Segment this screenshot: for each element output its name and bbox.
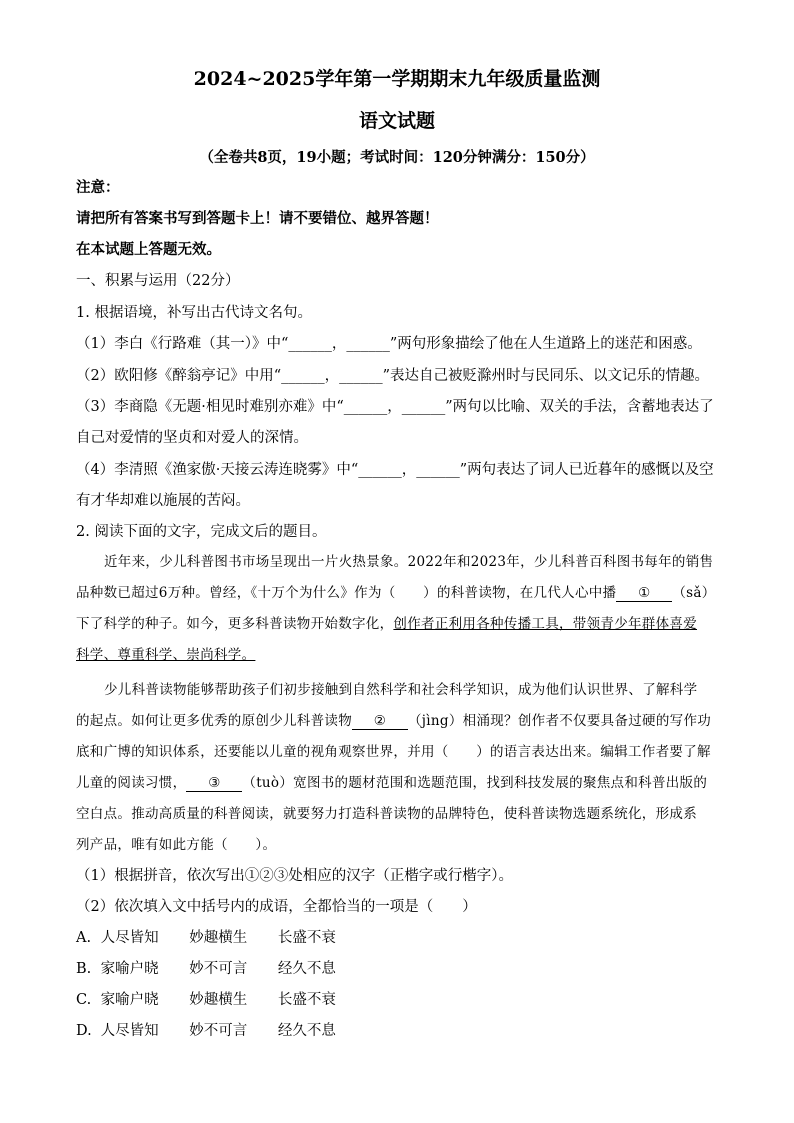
exam-title: 2024~2025学年第一学期期末九年级质量监测	[193, 68, 601, 90]
passage-text: 品种数已超过6万种。曾经，《十万个为什么》作为（ ）的科普读物，在几代人心中播	[76, 585, 617, 601]
section-1-heading: 一、积累与运用（22分）	[76, 273, 240, 289]
option-c	[76, 990, 726, 1010]
option-idiom: 长盛不衰	[277, 930, 336, 946]
q2-sub-1: （1）根据拼音，依次写出①②③处相应的汉字（正楷字或行楷字）。	[76, 868, 513, 884]
option-label: B.	[76, 961, 92, 977]
passage-p1-line-4	[76, 645, 720, 665]
passage-text: （jìng）相涌现？创作者不仅要具备过硬的写作功	[408, 713, 712, 729]
option-idiom: 人尽皆知	[100, 930, 159, 946]
option-label: A.	[76, 930, 92, 946]
passage-text: 的起点。如何让更多优秀的原创少儿科普读物	[76, 713, 352, 729]
q1-item-3a: （3）李商隐《无题·相见时难别亦难》中“______，______”两句以比喻、双关的手法，含蓄地表达了	[76, 399, 714, 415]
option-a	[76, 928, 726, 948]
option-idiom: 妙趣横生	[189, 992, 248, 1008]
option-label: C.	[76, 992, 92, 1008]
option-idiom: 人尽皆知	[100, 1023, 159, 1039]
pinyin-sa: （sǎ）	[672, 585, 716, 601]
passage-p2-line-2	[76, 711, 720, 731]
exam-subject: 语文试题	[358, 110, 435, 132]
option-idiom: 家喻户晓	[100, 992, 159, 1008]
option-idiom: 妙不可言	[189, 961, 248, 977]
notice-line-2: 在本试题上答题无效。	[76, 241, 221, 258]
option-idiom: 妙趣横生	[189, 930, 248, 946]
option-idiom: 家喻户晓	[100, 961, 159, 977]
notice-label: 注意：	[76, 179, 120, 196]
passage-p2-line-5: 空白点。推动高质量的科普阅读，就要努力打造科普读物的品牌特色，使科普读物选题系统化，形成系	[76, 806, 697, 822]
q2-sub-2: （2）依次填入文中括号内的成语，全都恰当的一项是（ ）	[76, 899, 477, 915]
option-idiom: 经久不息	[277, 1023, 336, 1039]
q1-item-4b: 有才华却难以施展的苦闷。	[76, 493, 250, 509]
q1-stem: 1. 根据语境，补写出古代诗文名句。	[76, 305, 312, 321]
exam-info: （全卷共8页，19小题；考试时间：120分钟满分：150分）	[199, 149, 595, 166]
passage-p1-line-2	[76, 583, 720, 603]
q1-item-2: （2）欧阳修《醉翁亭记》中用“______，______”表达自己被贬滁州时与民同乐、以文记乐的情趣。	[76, 368, 710, 384]
option-idiom: 长盛不衰	[277, 992, 336, 1008]
passage-text: 下了科学的种子。如今，更多科普读物开始数字化，	[76, 616, 394, 632]
blank-3: ③	[186, 775, 242, 792]
underlined-sentence: 创作者正利用各种传播工具，带领青少年群体喜爱	[393, 616, 698, 632]
option-idiom: 经久不息	[277, 961, 336, 977]
option-b	[76, 959, 726, 979]
passage-p2-line-6: 列产品，唯有如此方能（ ）。	[76, 837, 277, 853]
passage-p2-line-4	[76, 773, 720, 793]
q2-stem: 2. 阅读下面的文字，完成文后的题目。	[76, 524, 327, 540]
option-idiom: 妙不可言	[189, 1023, 248, 1039]
q1-item-4a: （4）李清照《渔家傲·天接云涛连晓雾》中“______，______”两句表达了词人已近暮年的感慨以及空	[76, 462, 714, 478]
q1-item-3b: 自己对爱情的坚贞和对爱人的深情。	[76, 430, 308, 446]
passage-p2-line-3: 底和广博的知识体系，还要能以儿童的视角观察世界，并用（ ）的语言表达出来。编辑工作者要了解	[76, 744, 711, 760]
blank-1: ①	[616, 585, 672, 602]
blank-2: ②	[352, 713, 408, 730]
passage-text: 儿童的阅读习惯，	[76, 775, 187, 791]
q1-item-1: （1）李白《行路难（其一）》中“______，______”两句形象描绘了他在人生道路上的迷茫和困惑。	[76, 336, 702, 352]
option-d	[76, 1021, 726, 1041]
passage-p2-line-1: 少儿科普读物能够帮助孩子们初步接触到自然科学和社会科学知识，成为他们认识世界、了解科学	[104, 682, 698, 698]
option-label: D.	[76, 1023, 92, 1039]
underlined-sentence-end: 科学、尊重科学、崇尚科学。	[76, 647, 256, 663]
passage-text: （tuò）宽图书的题材范围和选题范围，找到科技发展的聚焦点和科普出版的	[242, 775, 708, 791]
passage-p1-line-1: 近年来，少儿科普图书市场呈现出一片火热景象。2022年和2023年，少儿科普百科图书每年的销售	[104, 554, 714, 570]
passage-p1-line-3	[76, 614, 720, 634]
notice-line-1: 请把所有答案书写到答题卡上！请不要错位、越界答题！	[76, 210, 439, 227]
